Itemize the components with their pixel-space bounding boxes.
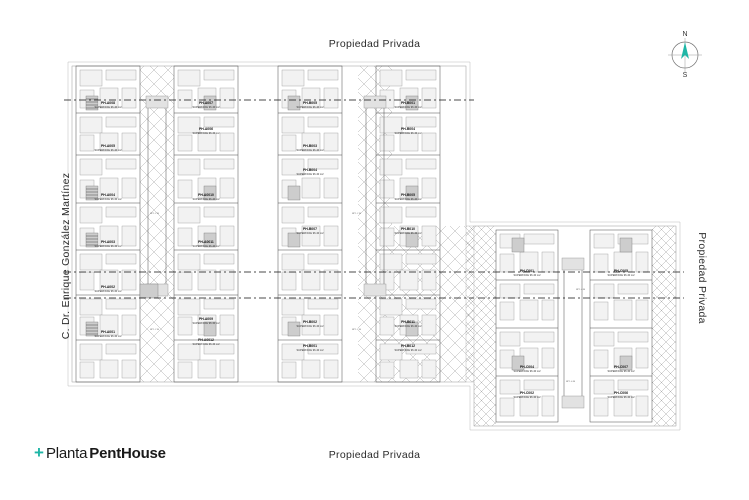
unit-dimension: SUPERFICIE 96.40 m2: [192, 198, 220, 201]
unit-label: PH-A005: [101, 144, 115, 148]
unit-dimension: SUPERFICIE 96.40 m2: [192, 245, 220, 248]
unit-dimension: SUPERFICIE 96.40 m2: [394, 106, 422, 109]
title-word-penthouse: PentHouse: [89, 445, 166, 462]
unit-label: PH-B005: [401, 193, 415, 197]
unit-dimension: SUPERFICIE 96.40 m2: [607, 274, 635, 277]
unit-label: PH-A0012: [198, 338, 214, 342]
unit-label: PH-A004: [101, 193, 115, 197]
corridor-note: NPT. -4.36: [566, 381, 575, 383]
unit-dimension: SUPERFICIE 96.40 m2: [394, 349, 422, 352]
unit-dimension: SUPERFICIE 96.40 m2: [94, 335, 122, 338]
unit-dimension: SUPERFICIE 96.40 m2: [296, 173, 324, 176]
unit-dimension: SUPERFICIE 96.40 m2: [513, 370, 541, 373]
boundary-label-top: Propiedad Privada: [328, 38, 421, 50]
corridor-spine-east: [562, 258, 584, 408]
unit-label: PH-A001: [101, 330, 115, 334]
compass-rose: [662, 32, 708, 78]
boundary-label-bottom: Propiedad Privada: [328, 449, 421, 461]
block-a-right: [174, 66, 238, 382]
compass-south-label: S: [682, 72, 688, 79]
corridor-note: NPT. -7.30: [352, 213, 361, 215]
unit-dimension: SUPERFICIE 96.40 m2: [94, 290, 122, 293]
unit-dimension: SUPERFICIE 96.40 m2: [192, 132, 220, 135]
unit-dimension: SUPERFICIE 96.40 m2: [192, 343, 220, 346]
corridor-spine-west: [140, 96, 386, 298]
unit-label: PH-B003: [303, 144, 317, 148]
unit-label: PH-B010: [401, 227, 415, 231]
unit-dimension: SUPERFICIE 96.40 m2: [192, 106, 220, 109]
unit-label: PH-B007: [303, 227, 317, 231]
unit-label: PH-C005: [614, 269, 628, 273]
unit-label: PH-C001: [520, 269, 534, 273]
corridor-note: NPT. -7.30: [150, 329, 159, 331]
unit-dimension: SUPERFICIE 96.40 m2: [94, 149, 122, 152]
boundary-label-right: Propiedad Privada: [696, 232, 708, 324]
unit-dimension: SUPERFICIE 96.40 m2: [192, 322, 220, 325]
unit-label: PH-B002: [303, 320, 317, 324]
compass-north-label: N: [682, 31, 688, 38]
title-word-planta: Planta: [45, 445, 88, 462]
unit-dimension: SUPERFICIE 96.40 m2: [94, 198, 122, 201]
unit-label: PH-B011: [401, 320, 415, 324]
unit-label: PH-B012: [401, 344, 415, 348]
unit-label: PH-C002: [520, 391, 534, 395]
unit-dimension: SUPERFICIE 96.40 m2: [607, 396, 635, 399]
unit-dimension: SUPERFICIE 96.40 m2: [394, 232, 422, 235]
unit-label: PH-A0011: [198, 240, 214, 244]
corridor-note: NPT. -7.30: [150, 213, 159, 215]
unit-dimension: SUPERFICIE 96.40 m2: [296, 149, 324, 152]
unit-dimension: SUPERFICIE 96.40 m2: [394, 325, 422, 328]
unit-dimension: SUPERFICIE 96.40 m2: [296, 106, 324, 109]
unit-label: PH-B001: [401, 101, 415, 105]
block-b-left: [278, 66, 342, 382]
unit-label: PH-A008: [101, 101, 115, 105]
unit-label: PH-A006: [199, 127, 213, 131]
sheet-title: [34, 444, 166, 462]
corridor-note: NPT. -7.30: [352, 329, 361, 331]
corridor-note: NPT. -4.36: [576, 289, 585, 291]
unit-label: PH-B004: [303, 168, 317, 172]
unit-label: PH-A007: [199, 101, 213, 105]
unit-label: PH-B001: [303, 344, 317, 348]
unit-dimension: SUPERFICIE 96.40 m2: [394, 198, 422, 201]
unit-label: PH-A009: [199, 317, 213, 321]
unit-dimension: SUPERFICIE 96.40 m2: [607, 370, 635, 373]
title-plus-mark: +: [34, 443, 44, 462]
unit-dimension: SUPERFICIE 96.40 m2: [94, 245, 122, 248]
unit-label: PH-B004: [401, 127, 415, 131]
unit-dimension: SUPERFICIE 96.40 m2: [296, 232, 324, 235]
unit-dimension: SUPERFICIE 96.40 m2: [394, 132, 422, 135]
unit-label: PH-C006: [614, 391, 628, 395]
unit-dimension: SUPERFICIE 96.40 m2: [94, 106, 122, 109]
unit-label: PH-B005: [303, 101, 317, 105]
unit-label: PH-A003: [101, 240, 115, 244]
unit-label: PH-A002: [101, 285, 115, 289]
street-label-left: C. Dr. Enrique González Martínez: [60, 172, 72, 340]
unit-dimension: SUPERFICIE 96.40 m2: [513, 396, 541, 399]
unit-dimension: SUPERFICIE 96.40 m2: [296, 349, 324, 352]
unit-label: PH-C004: [520, 365, 534, 369]
unit-label: PH-C007: [614, 365, 628, 369]
unit-dimension: SUPERFICIE 96.40 m2: [296, 325, 324, 328]
unit-dimension: SUPERFICIE 96.40 m2: [513, 274, 541, 277]
unit-label: PH-A0010: [198, 193, 214, 197]
